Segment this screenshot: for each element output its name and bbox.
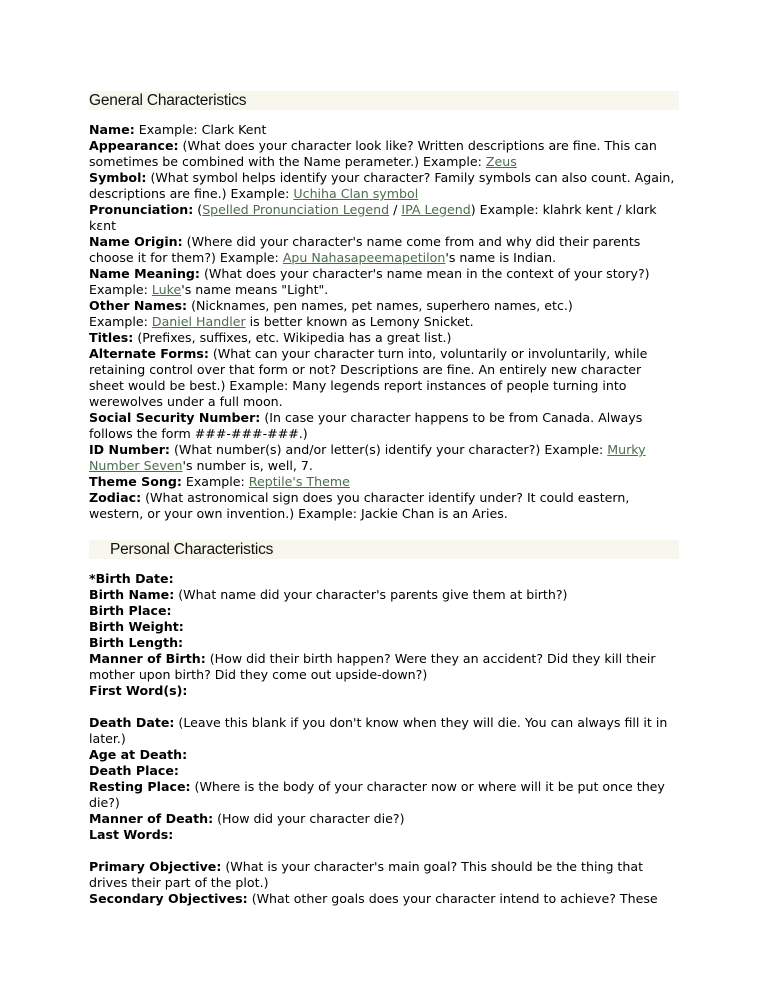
- field-label: Manner of Death:: [89, 811, 214, 826]
- field-appearance: [89, 138, 679, 170]
- field-description: Example:: [89, 314, 152, 329]
- field-secondary-objectives: [89, 891, 679, 907]
- field-titles: [89, 330, 679, 346]
- link-daniel-handler[interactable]: Daniel Handler: [151, 314, 246, 329]
- field-name: [89, 122, 679, 138]
- field-description: ) Example: klahrk kent / klɑrk kɛnt: [89, 202, 657, 233]
- link-spelled-pronunciation-legend[interactable]: Spelled Pronunciation Legend: [202, 202, 390, 217]
- field-birth-date: [89, 571, 679, 587]
- spacer: [89, 843, 679, 859]
- field-label: Birth Weight:: [89, 619, 184, 634]
- field-description: 's name is Indian.: [445, 250, 557, 265]
- field-label: Name:: [89, 122, 135, 137]
- field-label: Name Origin:: [89, 234, 183, 249]
- field-social-security-number: [89, 410, 679, 442]
- field-description: (What can your character turn into, voluntarily or involuntarily, while retaining control over that form or not? Descriptions are fine. An entirely new character sheet would be best.) Example: Many legends report instances of people turning into werewolves under a full moon.: [89, 346, 648, 409]
- field-death-date: [89, 715, 679, 747]
- field-label: Titles:: [89, 330, 134, 345]
- field-description: (What name did your character's parents give them at birth?): [174, 587, 568, 602]
- field-label: Primary Objective:: [89, 859, 222, 874]
- field-other-names: [89, 298, 679, 330]
- field-label: Birth Length:: [89, 635, 184, 650]
- field-label: Age at Death:: [89, 747, 188, 762]
- field-description: (: [193, 202, 203, 217]
- field-birth-name: [89, 587, 679, 603]
- section-heading-general: General Characteristics: [89, 91, 679, 110]
- field-description: is better known as Lemony Snicket.: [245, 314, 474, 329]
- field-label: Other Names:: [89, 298, 188, 313]
- field-description: (Nicknames, pen names, pet names, superhero names, etc.): [187, 298, 573, 313]
- field-description: Example: Clark Kent: [134, 122, 267, 137]
- general-characteristics-section: [89, 91, 679, 522]
- field-primary-objective: [89, 859, 679, 891]
- field-description: (What does your character look like? Written descriptions are fine. This can sometimes be combined with the Name perameter.) Example:: [89, 138, 657, 169]
- field-label: Zodiac:: [89, 490, 142, 505]
- field-death-place: [89, 763, 679, 779]
- field-label: First Word(s):: [89, 683, 188, 698]
- link-luke[interactable]: Luke: [151, 282, 182, 297]
- field-label: Death Place:: [89, 763, 179, 778]
- field-manner-of-birth: [89, 651, 679, 683]
- field-birth-place: [89, 603, 679, 619]
- field-resting-place: [89, 779, 679, 811]
- field-description: (What other goals does your character intend to achieve? These: [247, 891, 658, 906]
- field-description: Example:: [181, 474, 249, 489]
- field-description: (How did your character die?): [213, 811, 405, 826]
- field-manner-of-death: [89, 811, 679, 827]
- field-description: 's number is, well, 7.: [182, 458, 313, 473]
- field-label: Appearance:: [89, 138, 179, 153]
- field-age-at-death: [89, 747, 679, 763]
- field-label: Manner of Birth:: [89, 651, 206, 666]
- field-theme-song: [89, 474, 679, 490]
- link-zeus[interactable]: Zeus: [485, 154, 517, 169]
- field-label: Birth Name:: [89, 587, 175, 602]
- field-description: (What astronomical sign does you character identify under? It could eastern, western, or your own invention.) Example: Jackie Chan is an Aries.: [89, 490, 630, 521]
- field-first-words: [89, 683, 679, 699]
- field-zodiac: [89, 490, 679, 522]
- field-label: Alternate Forms:: [89, 346, 209, 361]
- field-description: (What number(s) and/or letter(s) identify your character?) Example:: [169, 442, 608, 457]
- spacer: [89, 699, 679, 715]
- field-name-meaning: [89, 266, 679, 298]
- link-uchiha-clan-symbol[interactable]: Uchiha Clan symbol: [293, 186, 419, 201]
- field-description: (What is your character's main goal? This should be the thing that drives their part of the plot.): [89, 859, 644, 890]
- field-label: Birth Place:: [89, 603, 172, 618]
- field-pronunciation: [89, 202, 679, 234]
- field-description: (Leave this blank if you don't know when they will die. You can always fill it in later.): [89, 715, 668, 746]
- field-name-origin: [89, 234, 679, 266]
- link-apu-nahasapeemapetilon[interactable]: Apu Nahasapeemapetilon: [282, 250, 446, 265]
- field-description: (What symbol helps identify your character? Family symbols can also count. Again, descriptions are fine.) Example:: [89, 170, 675, 201]
- field-description: (How did their birth happen? Were they an accident? Did they kill their mother upon birth? Did they come out upside-down?): [89, 651, 656, 682]
- field-last-words: [89, 827, 679, 843]
- field-label: *Birth Date:: [89, 571, 174, 586]
- link-murky-number-seven[interactable]: Murky Number Seven: [89, 442, 646, 473]
- field-label: Name Meaning:: [89, 266, 200, 281]
- field-label: Death Date:: [89, 715, 175, 730]
- field-label: Theme Song:: [89, 474, 182, 489]
- section-heading-personal: Personal Characteristics: [89, 540, 679, 559]
- field-birth-length: [89, 635, 679, 651]
- field-description: /: [389, 202, 402, 217]
- field-label: Social Security Number:: [89, 410, 261, 425]
- personal-characteristics-section: [89, 540, 679, 907]
- field-label: Resting Place:: [89, 779, 191, 794]
- field-label: Last Words:: [89, 827, 174, 842]
- field-label: Secondary Objectives:: [89, 891, 248, 906]
- field-description: (Where did your character's name come from and why did their parents choose it for them?) Example:: [89, 234, 641, 265]
- field-id-number: [89, 442, 679, 474]
- field-description: (In case your character happens to be from Canada. Always follows the form ###-###-###.): [89, 410, 643, 441]
- field-label: ID Number:: [89, 442, 170, 457]
- field-birth-weight: [89, 619, 679, 635]
- link-ipa-legend[interactable]: IPA Legend: [401, 202, 471, 217]
- link-reptiles-theme[interactable]: Reptile's Theme: [248, 474, 350, 489]
- field-label: Pronunciation:: [89, 202, 194, 217]
- field-description: 's name means "Light".: [181, 282, 329, 297]
- field-symbol: [89, 170, 679, 202]
- field-alternate-forms: [89, 346, 679, 410]
- field-description: (Prefixes, suffixes, etc. Wikipedia has a great list.): [133, 330, 452, 345]
- field-description: (What does your character's name mean in the context of your story?) Example:: [89, 266, 650, 297]
- field-description: (Where is the body of your character now or where will it be put once they die?): [89, 779, 665, 810]
- field-label: Symbol:: [89, 170, 147, 185]
